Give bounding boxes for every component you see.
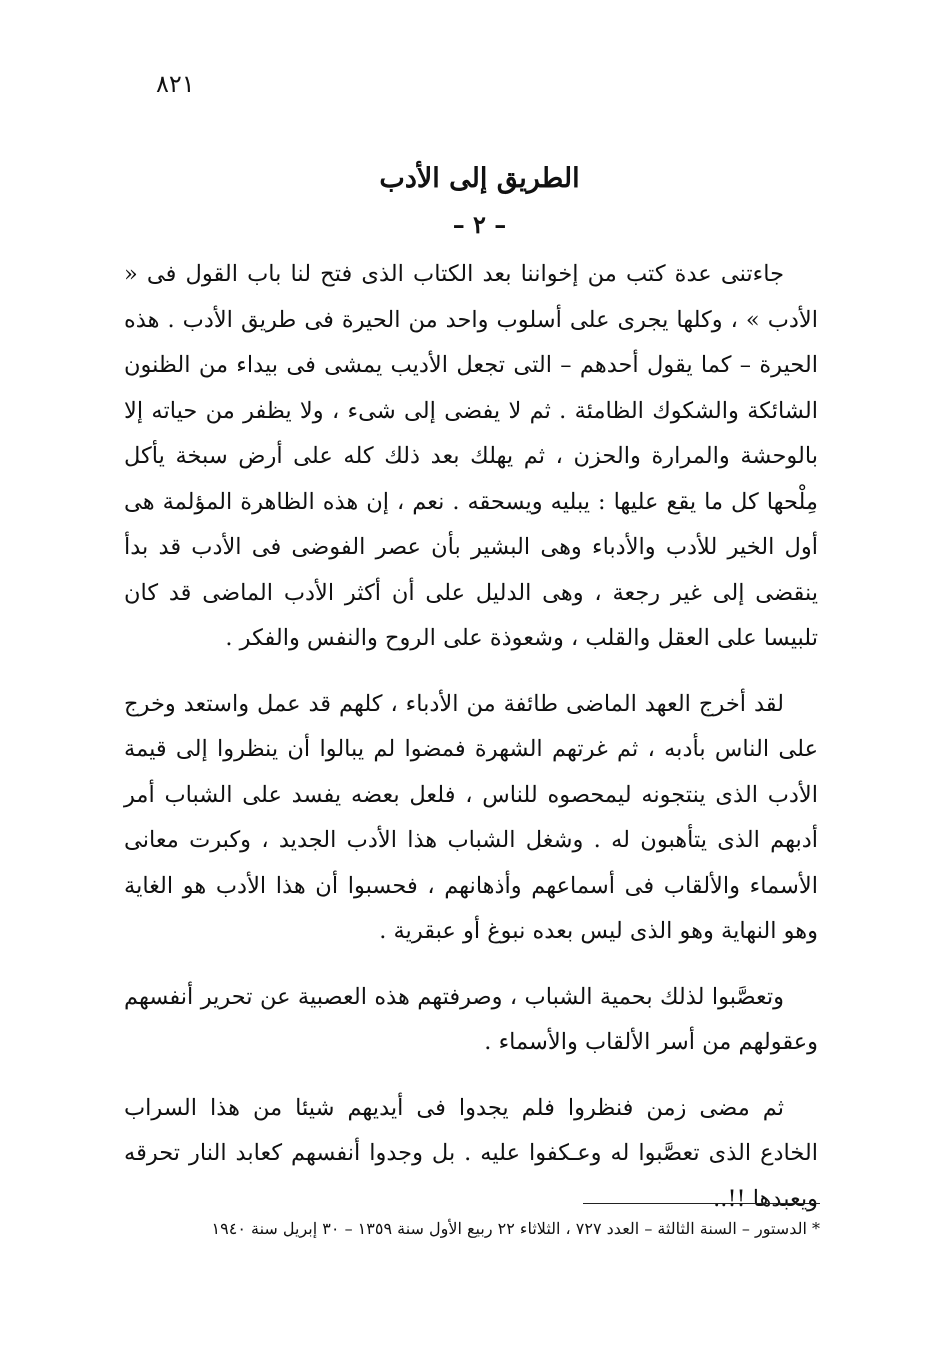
article-body xyxy=(124,252,818,1242)
paragraph: لقد أخرج العهد الماضى طائفة من الأدباء ، كلهم قد عمل واستعد وخرج على الناس بأدبه ، ثم غرتهم الشهرة فمضوا لم يبالوا أن ينظروا إلى قيمة الأدب الذى ينتجونه ليمحصوه للناس ، فلعل بعضه يفسد على الشباب أمر أدبهم الذى يتأهبون له . وشغل الشباب هذا الأدب الجديد ، وكبرت معانى الأسماء والألقاب فى أسماعهم وأذهانهم ، فحسبوا أن هذا الأدب هو الغاية وهو النهاية وهو الذى ليس بعده نبوغ أو عبقرية . xyxy=(124,690,818,944)
paragraph: جاءتنى عدة كتب من إخواننا بعد الكتاب الذى فتح لنا باب القول فى « الأدب » ، وكلها يجرى على أسلوب واحد من الحيرة فى طريق الأدب . هذه الحيرة – كما يقول أحدهم – التى تجعل الأديب يمشى فى بيداء من الظنون الشائكة والشكوك الظامئة . ثم لا يفضى إلى شىء ، ولا يظفر من حياته إلا بالوحشة والمرارة والحزن ، ثم يهلك بعد ذلك كله على أرض سبخة يأكل مِلْحها كل ما يقع عليها : يبليه ويسحقه . نعم ، إن هذه الظاهرة المؤلمة هى أول الخير للأدب والأدباء وهى البشير بأن عصر الفوضى فى الأدب قد بدأ ينقضى إلى غير رجعة ، وهى الدليل على أن أكثر الأدب الماضى قد كان تلبيسا على العقل والقلب ، وشعوذة على الروح والنفس والفكر . xyxy=(124,261,818,651)
part-number: – ٢ – xyxy=(452,210,507,239)
paragraph: ثم مضى زمن فنظروا فلم يجدوا فى أيديهم شيئا من هذا السراب الخادع الذى تعصَّبوا له وعـكفوا عليه . بل وجدوا أنفسهم كعابد النار تحرقه ويعبدها !!.. xyxy=(124,1094,818,1212)
footnote-divider xyxy=(583,1203,820,1204)
paragraph: وتعصَّبوا لذلك بحمية الشباب ، وصرفتهم هذه العصبية عن تحرير أنفسهم وعقولهم من أسر الألقاب والأسماء . xyxy=(124,983,818,1055)
footnote: * الدستور – السنة الثالثة – العدد ٧٢٧ ، الثلاثاء ٢٢ ربيع الأول سنة ١٣٥٩ – ٣٠ إبريل سنة ١٩٤٠ xyxy=(211,1219,820,1238)
article-title: الطريق إلى الأدب xyxy=(379,163,580,194)
page-number: ٨٢١ xyxy=(156,70,195,98)
